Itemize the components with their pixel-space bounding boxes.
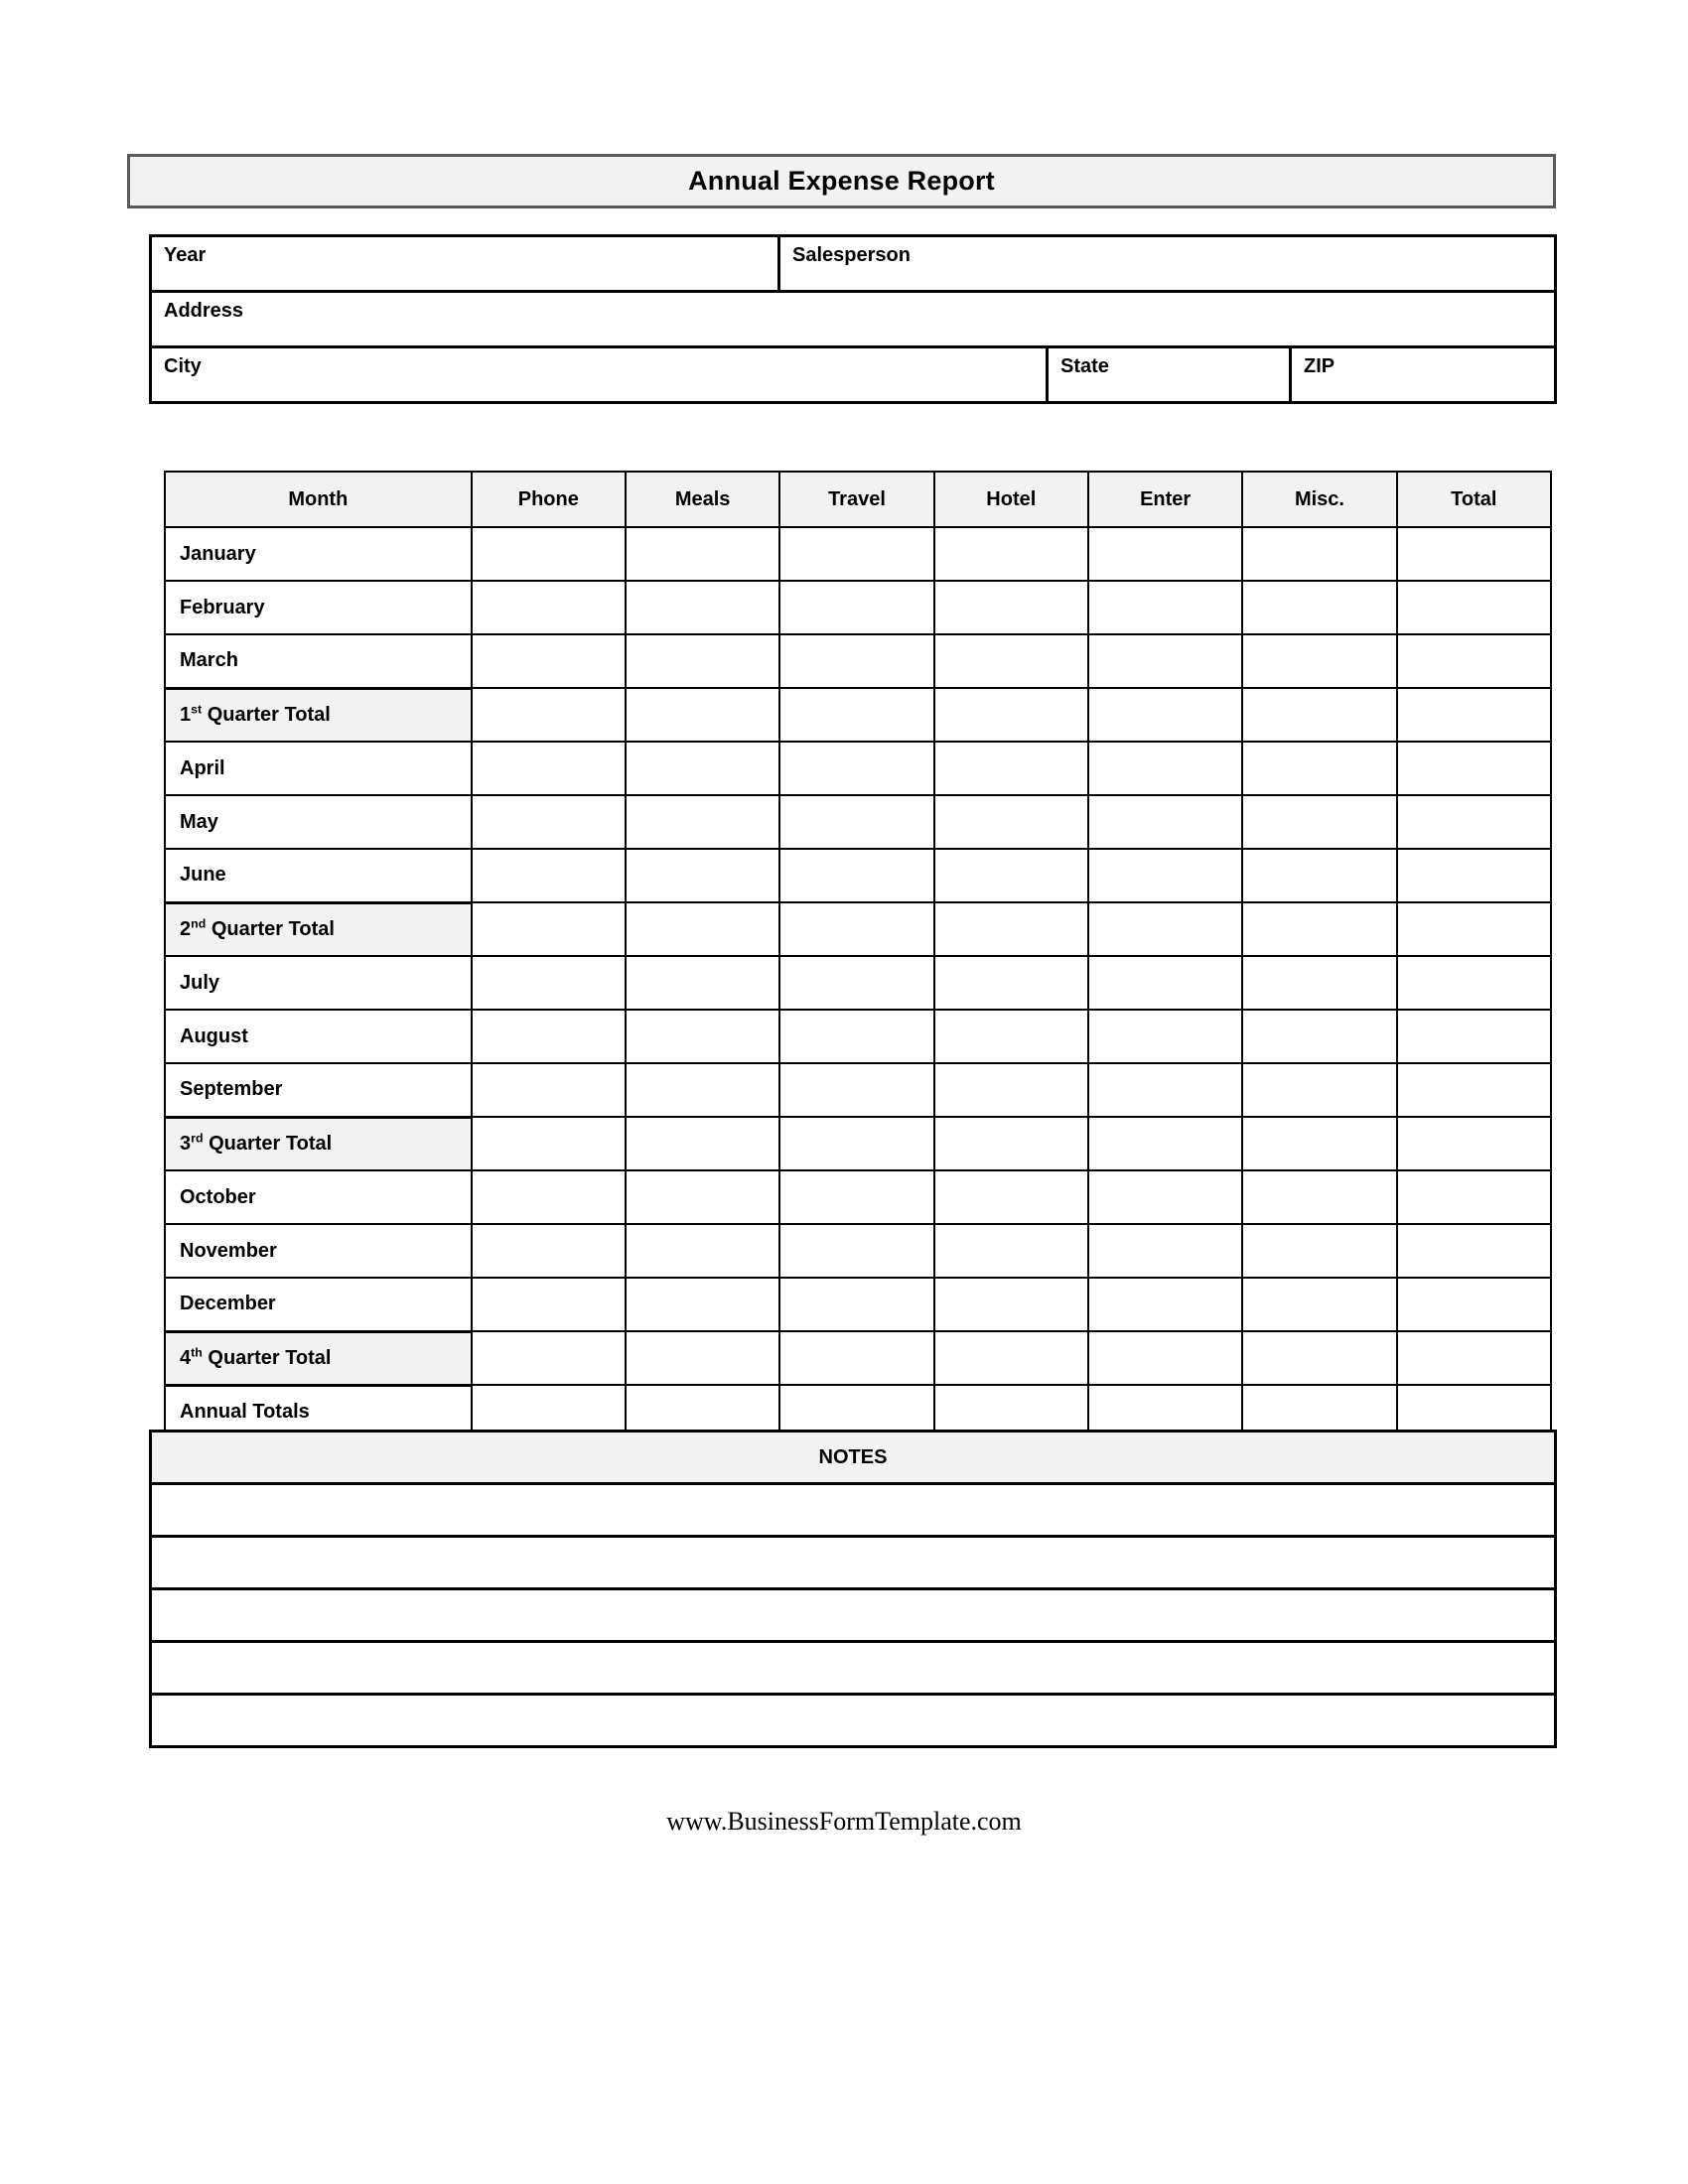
cell-misc[interactable] [1242, 1170, 1396, 1224]
column-header-total: Total [1397, 472, 1551, 527]
cell-travel[interactable] [779, 581, 933, 634]
ordinal-suffix: st [191, 702, 203, 717]
cell-hotel[interactable] [934, 1010, 1088, 1063]
table-row [165, 902, 1551, 956]
cell-meals[interactable] [626, 956, 779, 1010]
cell-total[interactable] [1397, 1331, 1551, 1385]
cell-meals[interactable] [626, 634, 779, 688]
cell-phone[interactable] [472, 849, 626, 902]
cell-hotel[interactable] [934, 527, 1088, 581]
cell-travel[interactable] [779, 688, 933, 742]
cell-meals[interactable] [626, 1224, 779, 1278]
column-header-phone: Phone [472, 472, 626, 527]
cell-enter[interactable] [1088, 1170, 1242, 1224]
table-row [165, 1331, 1551, 1385]
row-label-september: September [165, 1063, 472, 1117]
cell-enter[interactable] [1088, 742, 1242, 795]
row-label-december: December [165, 1278, 472, 1331]
cell-total[interactable] [1397, 1010, 1551, 1063]
cell-meals[interactable] [626, 1278, 779, 1331]
row-label-january: January [165, 527, 472, 581]
expense-table-body [165, 527, 1551, 1438]
footer-website: www.BusinessFormTemplate.com [666, 1807, 1022, 1836]
cell-meals[interactable] [626, 581, 779, 634]
cell-hotel[interactable] [934, 849, 1088, 902]
cell-phone[interactable] [472, 581, 626, 634]
cell-travel[interactable] [779, 634, 933, 688]
notes-header: NOTES [151, 1432, 1556, 1484]
row-label-4th-quarter-total: 4th Quarter Total [165, 1331, 472, 1385]
cell-travel[interactable] [779, 527, 933, 581]
column-header-travel: Travel [779, 472, 933, 527]
cell-travel[interactable] [779, 1063, 933, 1117]
notes-line-input[interactable] [151, 1537, 1556, 1589]
notes-line-row [151, 1537, 1556, 1589]
cell-hotel[interactable] [934, 634, 1088, 688]
cell-total[interactable] [1397, 1278, 1551, 1331]
table-row [165, 634, 1551, 688]
cell-misc[interactable] [1242, 795, 1396, 849]
cell-meals[interactable] [626, 795, 779, 849]
cell-hotel[interactable] [934, 688, 1088, 742]
report-info-box [149, 234, 1557, 404]
cell-travel[interactable] [779, 1331, 933, 1385]
row-label-november: November [165, 1224, 472, 1278]
cell-misc[interactable] [1242, 956, 1396, 1010]
year-field[interactable]: Year [164, 244, 207, 266]
cell-hotel[interactable] [934, 742, 1088, 795]
cell-total[interactable] [1397, 527, 1551, 581]
cell-travel[interactable] [779, 956, 933, 1010]
table-row [165, 1063, 1551, 1117]
cell-enter[interactable] [1088, 1063, 1242, 1117]
cell-meals[interactable] [626, 1331, 779, 1385]
column-header-enter: Enter [1088, 472, 1242, 527]
table-row [165, 956, 1551, 1010]
cell-phone[interactable] [472, 956, 626, 1010]
cell-meals[interactable] [626, 688, 779, 742]
cell-hotel[interactable] [934, 1278, 1088, 1331]
cell-total[interactable] [1397, 849, 1551, 902]
info-row-year-salesperson [152, 237, 1554, 290]
cell-phone[interactable] [472, 527, 626, 581]
cell-enter[interactable] [1088, 1278, 1242, 1331]
zip-field[interactable]: ZIP [1289, 348, 1554, 401]
page-title: Annual Expense Report [688, 166, 995, 196]
cell-misc[interactable] [1242, 1063, 1396, 1117]
column-header-hotel: Hotel [934, 472, 1088, 527]
cell-enter[interactable] [1088, 527, 1242, 581]
cell-phone[interactable] [472, 634, 626, 688]
notes-line-row [151, 1589, 1556, 1642]
expense-table-header [165, 472, 1551, 527]
cell-phone[interactable] [472, 688, 626, 742]
cell-travel[interactable] [779, 1224, 933, 1278]
cell-meals[interactable] [626, 902, 779, 956]
notes-table [149, 1430, 1557, 1748]
cell-phone[interactable] [472, 1117, 626, 1170]
table-row [165, 1278, 1551, 1331]
state-field[interactable]: State [1046, 348, 1289, 401]
cell-misc[interactable] [1242, 1278, 1396, 1331]
cell-hotel[interactable] [934, 1224, 1088, 1278]
table-row [165, 527, 1551, 581]
cell-enter[interactable] [1088, 956, 1242, 1010]
cell-enter[interactable] [1088, 795, 1242, 849]
cell-travel[interactable] [779, 902, 933, 956]
table-row [165, 1170, 1551, 1224]
row-label-3rd-quarter-total: 3rd Quarter Total [165, 1117, 472, 1170]
cell-hotel[interactable] [934, 956, 1088, 1010]
info-row-city-state-zip [152, 345, 1554, 401]
cell-enter[interactable] [1088, 688, 1242, 742]
cell-meals[interactable] [626, 849, 779, 902]
cell-meals[interactable] [626, 1063, 779, 1117]
cell-travel[interactable] [779, 742, 933, 795]
notes-line-input[interactable] [151, 1642, 1556, 1695]
cell-phone[interactable] [472, 1331, 626, 1385]
report-title-bar [127, 154, 1556, 208]
cell-total[interactable] [1397, 688, 1551, 742]
cell-misc[interactable] [1242, 634, 1396, 688]
row-label-march: March [165, 634, 472, 688]
cell-enter[interactable] [1088, 634, 1242, 688]
cell-enter[interactable] [1088, 849, 1242, 902]
address-field[interactable]: Address [164, 300, 244, 322]
cell-total[interactable] [1397, 902, 1551, 956]
cell-total[interactable] [1397, 795, 1551, 849]
cell-hotel[interactable] [934, 795, 1088, 849]
cell-misc[interactable] [1242, 581, 1396, 634]
cell-hotel[interactable] [934, 581, 1088, 634]
cell-hotel[interactable] [934, 902, 1088, 956]
table-row [165, 742, 1551, 795]
row-label-october: October [165, 1170, 472, 1224]
cell-enter[interactable] [1088, 1010, 1242, 1063]
cell-phone[interactable] [472, 902, 626, 956]
table-row [165, 581, 1551, 634]
expense-table [164, 471, 1552, 1439]
cell-misc[interactable] [1242, 1224, 1396, 1278]
row-label-june: June [165, 849, 472, 902]
cell-total[interactable] [1397, 742, 1551, 795]
table-row [165, 688, 1551, 742]
row-label-february: February [165, 581, 472, 634]
salesperson-field[interactable]: Salesperson [777, 237, 1554, 290]
row-label-may: May [165, 795, 472, 849]
cell-travel[interactable] [779, 849, 933, 902]
cell-meals[interactable] [626, 1170, 779, 1224]
city-field[interactable]: City [164, 355, 202, 377]
cell-travel[interactable] [779, 1010, 933, 1063]
cell-hotel[interactable] [934, 1170, 1088, 1224]
cell-meals[interactable] [626, 1117, 779, 1170]
column-header-meals: Meals [626, 472, 779, 527]
cell-misc[interactable] [1242, 1010, 1396, 1063]
info-row-address [152, 290, 1554, 345]
cell-phone[interactable] [472, 742, 626, 795]
row-label-april: April [165, 742, 472, 795]
notes-table-body [151, 1432, 1556, 1747]
expense-table-header-row [165, 472, 1551, 527]
cell-total[interactable] [1397, 1117, 1551, 1170]
cell-travel[interactable] [779, 1278, 933, 1331]
column-header-month: Month [165, 472, 472, 527]
cell-phone[interactable] [472, 1278, 626, 1331]
cell-misc[interactable] [1242, 1331, 1396, 1385]
cell-meals[interactable] [626, 527, 779, 581]
table-row [165, 1224, 1551, 1278]
notes-line-input[interactable] [151, 1484, 1556, 1537]
notes-line-row [151, 1484, 1556, 1537]
cell-phone[interactable] [472, 1063, 626, 1117]
row-label-2nd-quarter-total: 2nd Quarter Total [165, 902, 472, 956]
cell-hotel[interactable] [934, 1331, 1088, 1385]
cell-total[interactable] [1397, 634, 1551, 688]
table-row [165, 795, 1551, 849]
row-label-1st-quarter-total: 1st Quarter Total [165, 688, 472, 742]
cell-enter[interactable] [1088, 1331, 1242, 1385]
cell-misc[interactable] [1242, 1117, 1396, 1170]
cell-misc[interactable] [1242, 902, 1396, 956]
column-header-misc: Misc. [1242, 472, 1396, 527]
row-label-annual-totals: Annual Totals [165, 1385, 472, 1438]
cell-total[interactable] [1397, 1063, 1551, 1117]
cell-total[interactable] [1397, 1224, 1551, 1278]
cell-meals[interactable] [626, 742, 779, 795]
cell-enter[interactable] [1088, 1224, 1242, 1278]
cell-hotel[interactable] [934, 1063, 1088, 1117]
cell-enter[interactable] [1088, 581, 1242, 634]
table-row [165, 1117, 1551, 1170]
notes-line-input[interactable] [151, 1589, 1556, 1642]
cell-total[interactable] [1397, 581, 1551, 634]
cell-travel[interactable] [779, 1117, 933, 1170]
notes-line-row [151, 1642, 1556, 1695]
ordinal-suffix: rd [191, 1131, 204, 1146]
ordinal-suffix: th [191, 1344, 203, 1359]
cell-total[interactable] [1397, 1170, 1551, 1224]
ordinal-suffix: nd [191, 916, 207, 931]
cell-misc[interactable] [1242, 688, 1396, 742]
cell-enter[interactable] [1088, 1117, 1242, 1170]
table-row [165, 1010, 1551, 1063]
cell-total[interactable] [1397, 956, 1551, 1010]
cell-misc[interactable] [1242, 527, 1396, 581]
cell-phone[interactable] [472, 1224, 626, 1278]
row-label-july: July [165, 956, 472, 1010]
cell-misc[interactable] [1242, 849, 1396, 902]
cell-travel[interactable] [779, 1170, 933, 1224]
cell-misc[interactable] [1242, 742, 1396, 795]
notes-line-row [151, 1695, 1556, 1747]
cell-hotel[interactable] [934, 1117, 1088, 1170]
cell-phone[interactable] [472, 795, 626, 849]
table-row [165, 849, 1551, 902]
cell-meals[interactable] [626, 1010, 779, 1063]
cell-phone[interactable] [472, 1010, 626, 1063]
cell-enter[interactable] [1088, 902, 1242, 956]
cell-travel[interactable] [779, 795, 933, 849]
row-label-august: August [165, 1010, 472, 1063]
notes-line-input[interactable] [151, 1695, 1556, 1747]
notes-header-row [151, 1432, 1556, 1484]
cell-phone[interactable] [472, 1170, 626, 1224]
